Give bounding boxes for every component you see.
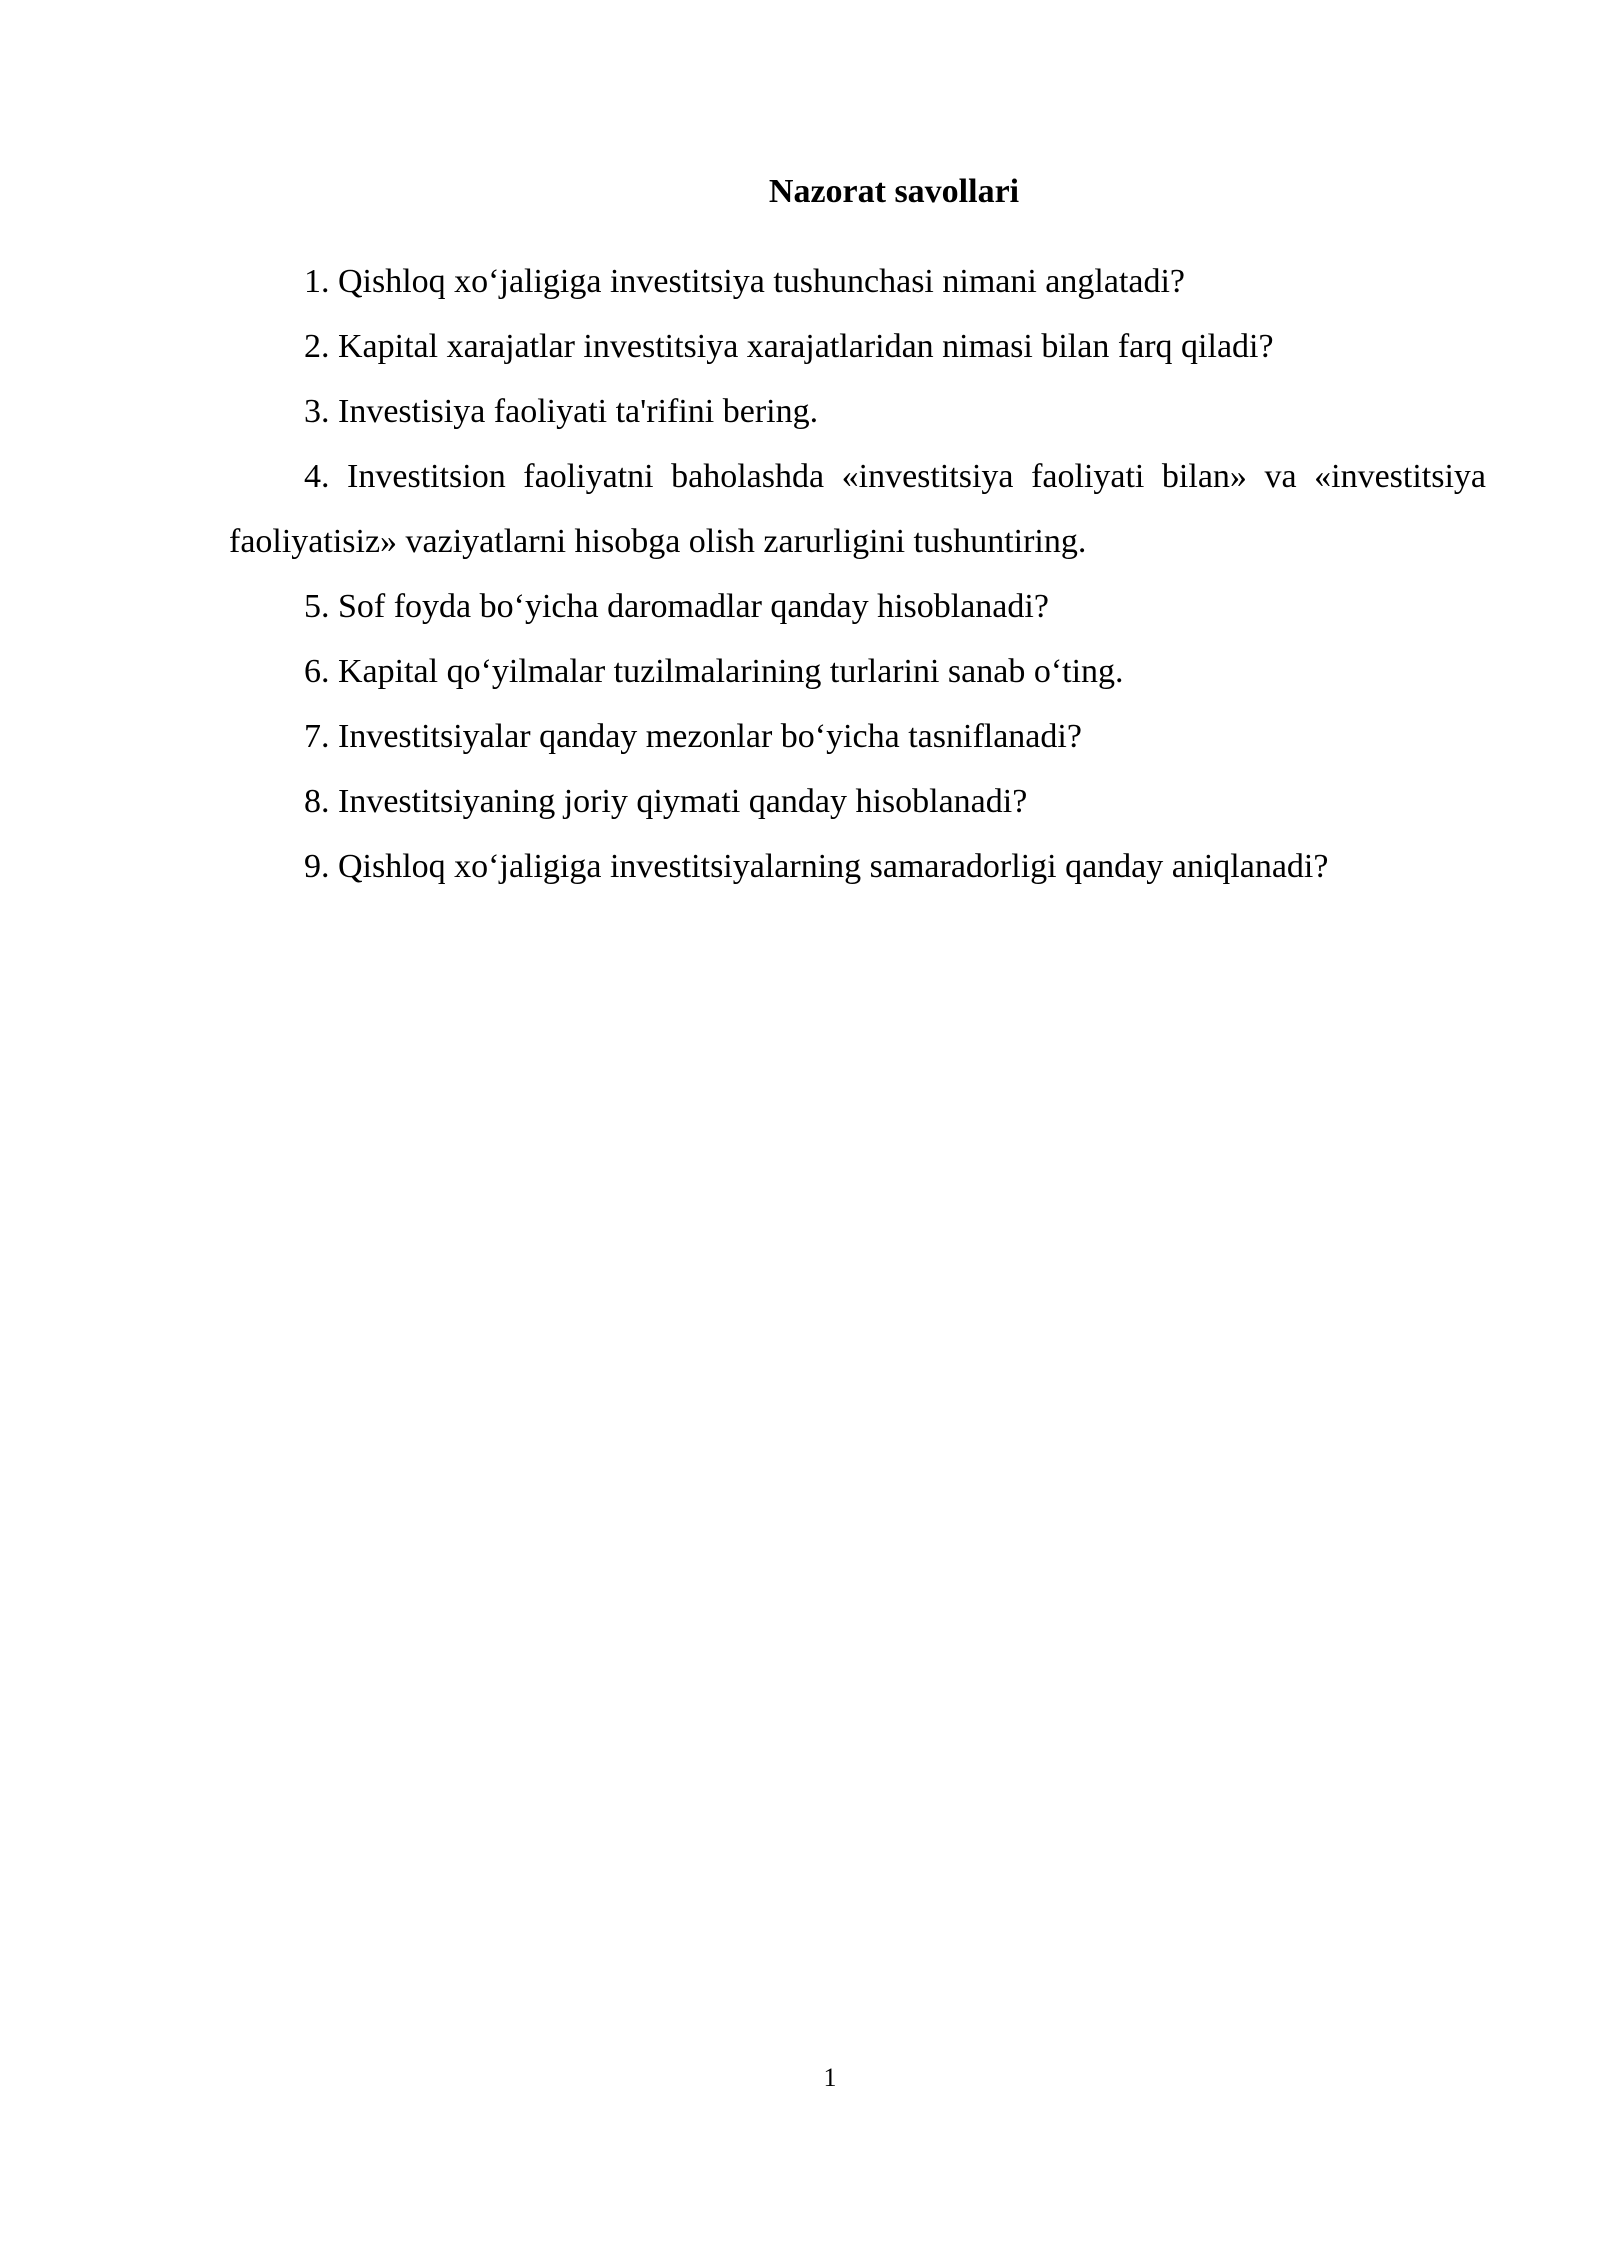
question-item-6: 6. Kapital qo‘yilmalar tuzilmalarining turlarini sanab o‘ting. (304, 653, 1124, 690)
question-item-5: 5. Sof foyda bo‘yicha daromadlar qanday hisoblanadi? (304, 588, 1049, 625)
question-item-7: 7. Investitsiyalar qanday mezonlar bo‘yicha tasniflanadi? (304, 718, 1082, 755)
question-item-1: 1. Qishloq xo‘jaligiga investitsiya tushunchasi nimani anglatadi? (304, 263, 1186, 300)
question-item-9: 9. Qishloq xo‘jaligiga investitsiyalarning samaradorligi qanday aniqlanadi? (304, 848, 1329, 885)
page-number: 1 (823, 2063, 837, 2092)
page-title: Nazorat savollari (768, 173, 1020, 210)
question-list (229, 249, 1486, 899)
question-item-8: 8. Investitsiyaning joriy qiymati qanday hisoblanadi? (304, 783, 1028, 820)
question-item-3: 3. Investisiya faoliyati ta'rifini bering. (304, 393, 819, 430)
question-item-4: 4. Investitsion faoliyatni baholashda «investitsiya faoliyati bilan» va «investitsiya faoliyatisiz» vaziyatlarni hisobga olish zarurligini tushuntiring. (229, 458, 1486, 560)
question-item-2: 2. Kapital xarajatlar investitsiya xarajatlaridan nimasi bilan farq qiladi? (304, 328, 1274, 365)
